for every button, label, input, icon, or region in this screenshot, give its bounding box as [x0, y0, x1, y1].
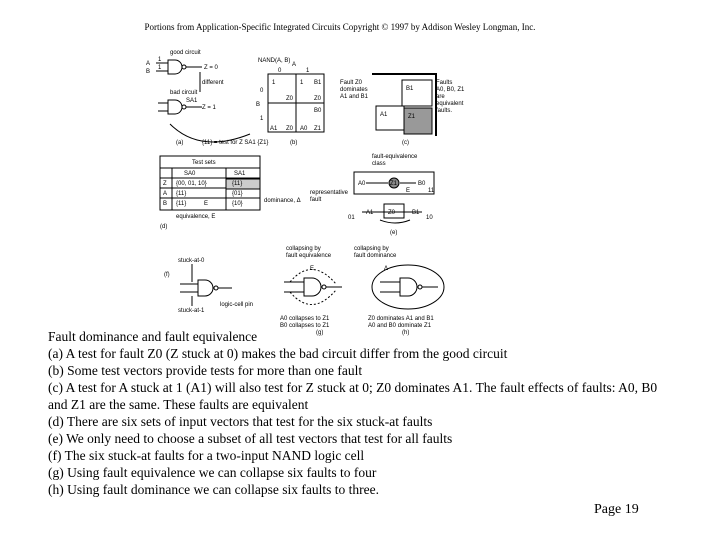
good-output-label: Z = 0: [204, 65, 218, 71]
cell-a-sa0: {11}: [176, 191, 187, 197]
equivalent-note: Faults: [436, 80, 453, 86]
grid-b-header: B: [256, 102, 261, 108]
nand-gate-good: [168, 60, 182, 74]
delta-mark: Δ: [384, 266, 389, 272]
cell-z-sa1: {11}: [232, 181, 243, 187]
panel-c-label: (c): [402, 140, 409, 146]
row-a: A: [163, 191, 168, 197]
stuck0-label: stuck-at-0: [178, 258, 205, 264]
node-b1: B1: [412, 210, 420, 216]
pin-label: logic-cell pin: [220, 302, 254, 308]
caption-line: (e) We only need to choose a subset of all test vectors that test for all faults: [48, 431, 453, 446]
row-b: B: [163, 201, 168, 207]
dominates-note: Fault Z0: [340, 80, 363, 86]
cell-a-sa1: {01}: [232, 191, 243, 197]
panel-b-label: (b): [290, 140, 298, 146]
class-note: class: [372, 161, 386, 167]
caption-line: (b) Some test vectors provide tests for more than one fault: [48, 363, 363, 378]
box-z1: Z1: [408, 114, 416, 120]
h-title: collapsing by: [354, 246, 389, 252]
node-b0: B0: [418, 181, 426, 187]
caption-line: (h) Using fault dominance we can collapse six faults to three.: [48, 482, 380, 497]
h-note: Z0 dominates A1 and B1: [368, 316, 434, 322]
cell-b-sa0: {11}: [176, 201, 187, 207]
value-11: 11: [428, 188, 435, 194]
nand-title: NAND(A, B): [258, 58, 291, 64]
grid-cell: Z0: [286, 96, 294, 102]
copyright-notice: Portions from Application-Specific Integrated Circuits Copyright © 1997 by Addison Wesley Longman, Inc.: [144, 22, 536, 32]
dominates-note: dominates: [340, 87, 368, 93]
grid-a-header: A: [292, 62, 297, 68]
g-note: B0 collapses to Z1: [280, 323, 330, 329]
panel-d-label: (d): [160, 224, 168, 230]
good-circuit-label: good circuit: [170, 50, 201, 56]
node-a1: A1: [366, 210, 374, 216]
caption-line: (g) Using fault equivalence we can collapse six faults to four: [48, 465, 377, 480]
box-a1: A1: [380, 112, 388, 118]
test-note: {11} = test for Z SA1 {Z1}: [202, 140, 269, 146]
grid-cell: 1: [300, 80, 304, 86]
equivalent-note: are: [436, 94, 445, 100]
grid-cell: Z0: [314, 96, 322, 102]
grid-cell: Z0: [286, 126, 294, 132]
rep-note: fault: [310, 197, 322, 203]
panel-g-label: (g): [316, 330, 324, 336]
grid-col1: 1: [306, 68, 310, 74]
grid-cell: 1: [260, 116, 264, 122]
input-a-label: A: [146, 61, 151, 67]
value-01: 01: [348, 215, 355, 221]
equivalence-label: equivalence, E: [176, 214, 216, 220]
panel-e-label: (e): [390, 230, 398, 236]
grid-cell: 1: [272, 80, 276, 86]
h-title: fault dominance: [354, 253, 397, 259]
caption-line: (c) A test for A stuck at 1 (A1) will also test for Z stuck at 0; Z0 dominates A1. The fault effects of faults: A0, B0: [48, 380, 658, 395]
cell-z-sa0: {00, 01, 10}: [176, 181, 207, 187]
equivalent-note: faults.: [436, 108, 453, 114]
dominates-note: A1 and B1: [340, 94, 369, 100]
h-note: A0 and B0 dominate Z1: [368, 323, 432, 329]
grid-col0: 0: [278, 68, 282, 74]
g-title: collapsing by: [286, 246, 321, 252]
e-mark: E: [310, 266, 315, 272]
grid-cell: A1: [270, 126, 278, 132]
bad-circuit-label: bad circuit: [170, 90, 198, 96]
bad-output-label: Z = 1: [202, 105, 216, 111]
caption-line: (d) There are six sets of input vectors that test for the six stuck-at faults: [48, 414, 433, 429]
input-b-label: B: [146, 69, 151, 75]
caption-line: and Z1 are the same. These faults are equivalent: [48, 397, 309, 412]
node-z0: Z0: [388, 210, 396, 216]
caption-title: Fault dominance and fault equivalence: [48, 329, 258, 344]
panel-h-label: (h): [402, 330, 410, 336]
input-a-value: 1: [158, 57, 162, 63]
nand-gate-f: [198, 280, 213, 296]
rep-note: representative: [310, 190, 349, 196]
test-sets-title: Test sets: [192, 160, 216, 166]
e-mark: E: [204, 201, 209, 207]
grid-cell: 0: [260, 88, 264, 94]
panel-f-label: (f): [164, 272, 170, 278]
page-number: Page 19: [594, 502, 639, 517]
node-a0: A0: [358, 181, 366, 187]
cell-b-sa1: {10}: [232, 201, 243, 207]
e-mark: E: [406, 188, 411, 194]
equivalent-note: A0, B0, Z1: [436, 87, 465, 93]
sa0-header: SA0: [184, 171, 196, 177]
grid-cell: B0: [314, 108, 322, 114]
grid-cell: Z1: [314, 126, 322, 132]
equivalent-note: equivalent: [436, 101, 464, 107]
g-note: A0 collapses to Z1: [280, 316, 330, 322]
nand-gate-bad: [168, 100, 182, 114]
caption: [48, 328, 658, 498]
dominance-label: dominance, Δ: [264, 198, 301, 204]
g-title: fault equivalence: [286, 253, 332, 259]
class-note: fault-equivalence: [372, 154, 418, 160]
caption-line: (a) A test for fault Z0 (Z stuck at 0) makes the bad circuit differ from the good circuit: [48, 346, 508, 361]
nand-gate-g: [304, 278, 321, 296]
different-label: different: [202, 80, 224, 86]
panel-a-label: (a): [176, 140, 184, 146]
fault-figure: [140, 44, 465, 336]
grid-cell: A0: [300, 126, 308, 132]
input-b-value: 1: [158, 65, 162, 71]
box-b1: B1: [406, 86, 414, 92]
caption-line: (f) The six stuck-at faults for a two-input NAND logic cell: [48, 448, 365, 463]
value-10: 10: [426, 215, 433, 221]
sa1-label: SA1: [186, 98, 198, 104]
stuck1-label: stuck-at-1: [178, 308, 205, 314]
sa1-header: SA1: [234, 171, 246, 177]
grid-cell: B1: [314, 80, 322, 86]
row-z: Z: [163, 181, 167, 187]
node-z1: Z1: [390, 181, 398, 187]
nand-gate-h: [400, 278, 417, 296]
